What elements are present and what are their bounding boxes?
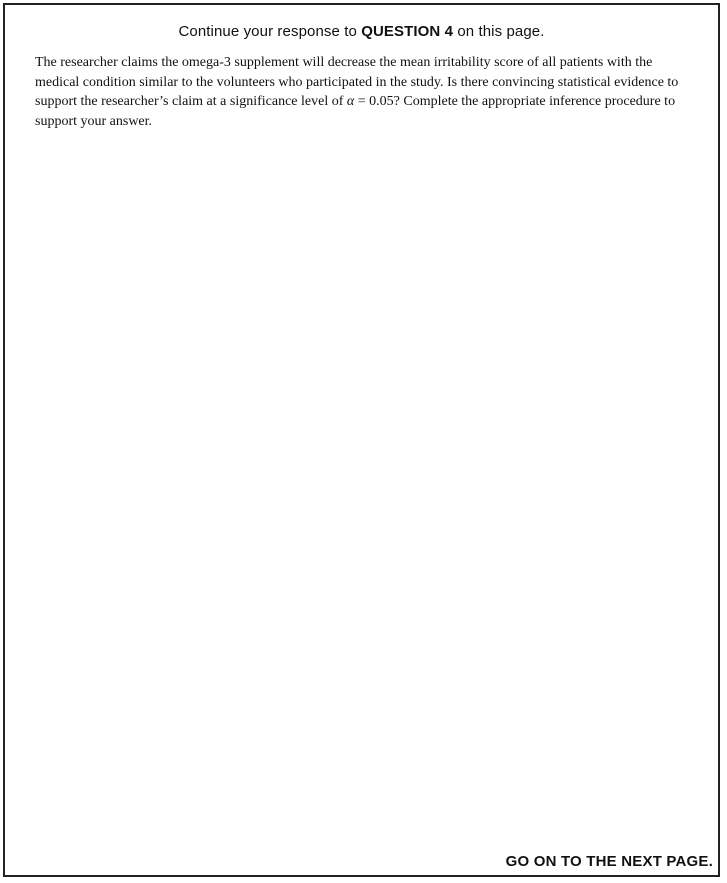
answer-page-frame — [3, 3, 720, 877]
page-header — [5, 23, 718, 40]
next-page-instruction: GO ON TO THE NEXT PAGE. — [505, 853, 713, 870]
response-writing-area[interactable] — [35, 135, 695, 835]
question-prompt — [35, 53, 700, 131]
header-prefix: Continue your response to — [178, 23, 362, 40]
question-text-part-2: = 0.05? Complete the appropriate inference procedure to support your answer. — [35, 94, 676, 129]
question-text-part-1: The researcher claims the omega-3 supplement will decrease the mean irritability score of all patients with the medical condition similar to the volunteers who participated in the study. Is there convincing statistical evidence to support the researcher’s claim at a significance level of — [35, 55, 679, 109]
alpha-symbol: α — [346, 94, 355, 109]
header-suffix: on this page. — [453, 23, 545, 40]
question-label: QUESTION 4 — [361, 23, 454, 40]
